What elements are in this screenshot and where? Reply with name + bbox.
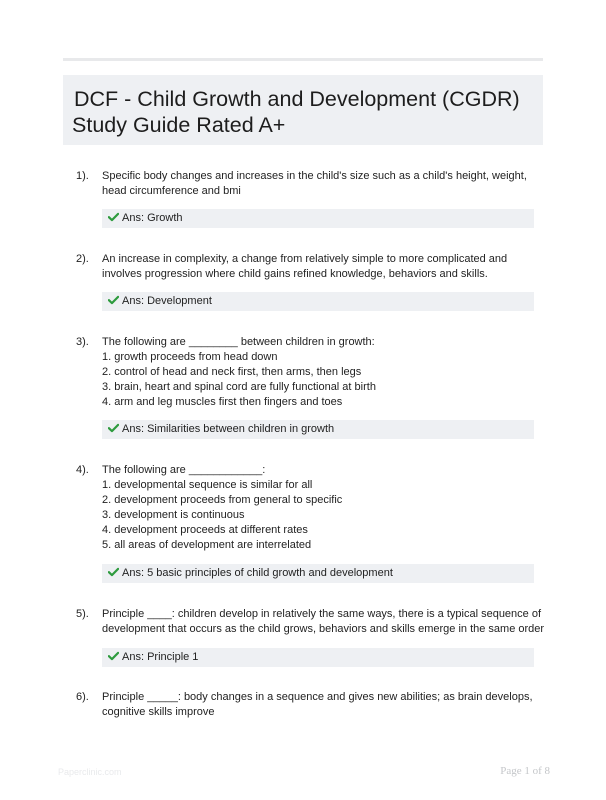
question-line: 4. arm and leg muscles first then fingers and toes xyxy=(102,396,343,408)
top-divider xyxy=(63,58,543,61)
question-text xyxy=(102,607,545,637)
question-number: 5). xyxy=(76,608,89,620)
answer-bar xyxy=(102,209,534,228)
page-number: Page 1 of 8 xyxy=(500,765,550,777)
answer-bar xyxy=(102,564,534,583)
question-line: 1. growth proceeds from head down xyxy=(102,351,278,363)
question-line: 3. brain, heart and spinal cord are fully functional at birth xyxy=(102,381,376,393)
document-title xyxy=(63,75,543,145)
question-number: 3). xyxy=(76,336,89,348)
answer-text: Ans: 5 basic principles of child growth and development xyxy=(122,567,393,579)
question-line: An increase in complexity, a change from relatively simple to more complicated and xyxy=(102,253,508,265)
question-text xyxy=(102,690,542,720)
answer-text: Ans: Development xyxy=(122,295,212,307)
question-number: 2). xyxy=(76,253,89,265)
question-line: cognitive skills improve xyxy=(102,706,215,718)
title-line-2: Study Guide Rated A+ xyxy=(72,113,286,137)
question-text xyxy=(102,335,542,410)
checkmark-icon xyxy=(108,651,119,661)
title-line-1: DCF - Child Growth and Development (CGDR) xyxy=(74,87,520,111)
question-line: The following are ____________: xyxy=(102,464,266,476)
checkmark-icon xyxy=(108,567,119,577)
question-line: Principle _____: body changes in a sequence and gives new abilities; as brain develops, xyxy=(102,691,533,703)
answer-bar xyxy=(102,420,534,439)
question-text xyxy=(102,463,542,553)
answer-text: Ans: Growth xyxy=(122,212,183,224)
checkmark-icon xyxy=(108,212,119,222)
question-line: 4. development proceeds at different rates xyxy=(102,524,308,536)
question-number: 1). xyxy=(76,170,89,182)
question-line: 2. control of head and neck first, then arms, then legs xyxy=(102,366,362,378)
question-line: 3. development is continuous xyxy=(102,509,245,521)
question-line: head circumference and bmi xyxy=(102,185,241,197)
checkmark-icon xyxy=(108,295,119,305)
checkmark-icon xyxy=(108,423,119,433)
question-line: development that occurs as the child grows, behaviors and skills emerge in the same order xyxy=(102,623,545,635)
question-line: Principle ____: children develop in relatively the same ways, there is a typical sequence of xyxy=(102,608,542,620)
answer-bar xyxy=(102,648,534,667)
question-number: 6). xyxy=(76,691,89,703)
answer-bar xyxy=(102,292,534,311)
answer-text: Ans: Principle 1 xyxy=(122,651,199,663)
question-text xyxy=(102,169,542,199)
question-text xyxy=(102,252,542,282)
question-line: The following are ________ between children in growth: xyxy=(102,336,375,348)
question-line: 5. all areas of development are interrelated xyxy=(102,539,312,551)
question-number: 4). xyxy=(76,464,89,476)
answer-text: Ans: Similarities between children in growth xyxy=(122,423,335,435)
footer-watermark: Paperclinic.com xyxy=(58,767,122,777)
question-line: 2. development proceeds from general to specific xyxy=(102,494,343,506)
question-line: 1. developmental sequence is similar for all xyxy=(102,479,313,491)
question-line: involves progression where child gains refined knowledge, behaviors and skills. xyxy=(102,268,488,280)
question-line: Specific body changes and increases in the child's size such as a child's height, weight, xyxy=(102,170,527,182)
